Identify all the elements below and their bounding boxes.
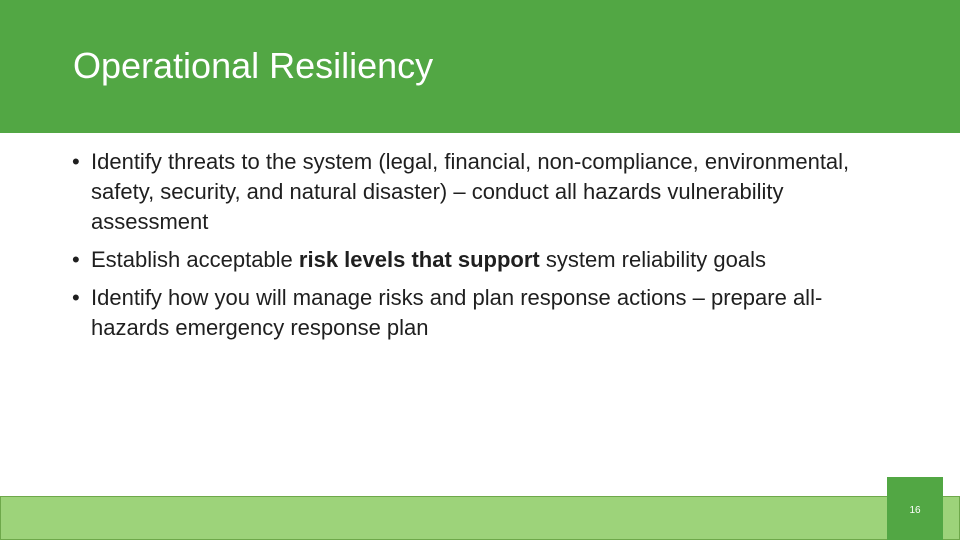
bullet-dot-icon: • xyxy=(72,285,80,310)
footer-bar xyxy=(0,496,960,540)
bullet-list xyxy=(70,147,890,351)
bullet-text-tail: system reliability goals xyxy=(539,247,766,272)
bullet-dot-icon: • xyxy=(72,247,80,272)
bullet-bold-text: risk levels that support xyxy=(298,247,540,272)
bullet-text: Establish acceptable xyxy=(91,247,299,272)
page-number-box xyxy=(887,477,943,540)
bullet-item-risk-levels xyxy=(70,245,890,275)
bullet-item-manage-risks xyxy=(70,283,890,343)
page-number: 16 xyxy=(909,505,921,516)
title-bar xyxy=(0,0,960,133)
bullet-text: Identify threats to the system (legal, financial, non-compliance, environmental, safety, security, and natural disaster) – conduct all hazards vulnerability assessment xyxy=(91,149,850,234)
slide-title: Operational Resiliency xyxy=(73,45,434,86)
bullet-dot-icon: • xyxy=(72,149,80,174)
bullet-item-threats xyxy=(70,147,890,237)
bullet-text: Identify how you will manage risks and plan response actions – prepare all-hazards emergency response plan xyxy=(91,285,823,340)
